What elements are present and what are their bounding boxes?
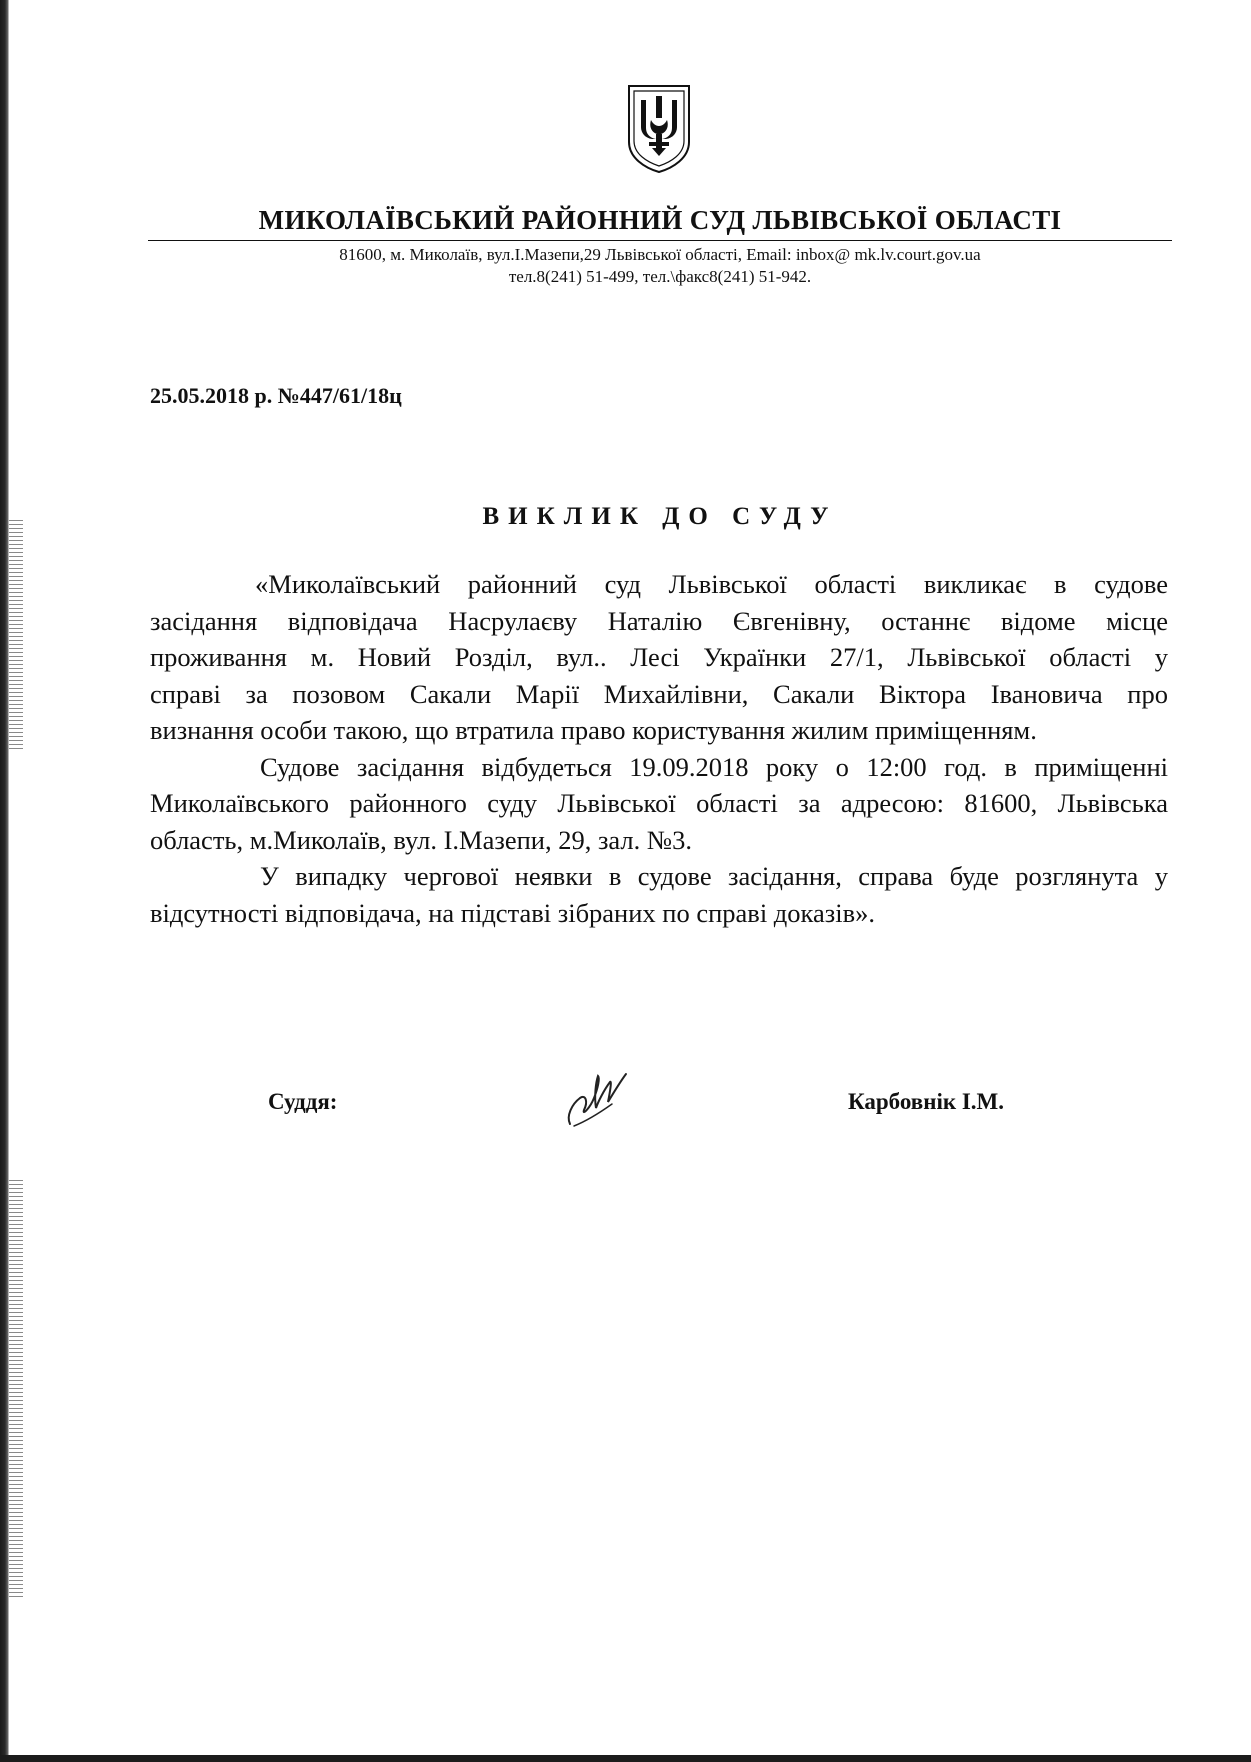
court-phones: тел.8(241) 51-499, тел.\факс8(241) 51-942. bbox=[508, 267, 812, 286]
judge-name: Карбовнік І.М. bbox=[848, 1089, 1005, 1114]
judge-label: Суддя: bbox=[268, 1089, 338, 1114]
body-line: область, м.Миколаїв, вул. І.Мазепи, 29, зал. №3. bbox=[150, 824, 693, 855]
body-text bbox=[150, 566, 1168, 931]
header-rule bbox=[148, 240, 1172, 241]
document-reference: 25.05.2018 р. №447/61/18ц bbox=[150, 383, 402, 408]
court-name: МИКОЛАЇВСЬКИЙ РАЙОННИЙ СУД ЛЬВІВСЬКОЇ ОБЛАСТІ bbox=[258, 205, 1062, 235]
scan-edge-left bbox=[0, 0, 9, 1762]
signature-icon bbox=[560, 1068, 640, 1132]
body-line: засідання відповідача Насрулаєву Наталію Євгенівну, останнє відоме місце bbox=[150, 605, 1168, 636]
body-line: справі за позовом Сакали Марії Михайлівни, Сакали Віктора Івановича про bbox=[150, 678, 1168, 709]
body-line: Миколаївського районного суду Львівської області за адресою: 81600, Львівська bbox=[150, 788, 1168, 818]
body-line: проживання м. Новий Розділ, вул.. Лесі Українки 27/1, Львівської області у bbox=[150, 642, 1168, 672]
coat-of-arms-icon bbox=[625, 82, 693, 174]
scan-speckle-upper bbox=[9, 520, 23, 750]
body-line: відсутності відповідача, на підставі зібраних по справі доказів». bbox=[150, 897, 875, 928]
body-line: «Миколаївський районний суд Львівської області викликає в судове bbox=[255, 569, 1168, 599]
body-line: Судове засідання відбудеться 19.09.2018 року о 12:00 год. в приміщенні bbox=[260, 751, 1168, 782]
document-title: ВИКЛИК ДО СУДУ bbox=[482, 503, 838, 530]
court-address: 81600, м. Миколаїв, вул.І.Мазепи,29 Львівської області, Email: inbox@ mk.lv.court.gov.ua bbox=[339, 245, 981, 264]
body-line: У випадку чергової неявки в судове засідання, справа буде розглянута у bbox=[260, 861, 1168, 891]
scan-edge-bottom bbox=[0, 1755, 1251, 1762]
scan-speckle-lower bbox=[9, 1180, 23, 1600]
body-line: визнання особи такою, що втратила право користування жилим приміщенням. bbox=[150, 715, 1037, 745]
